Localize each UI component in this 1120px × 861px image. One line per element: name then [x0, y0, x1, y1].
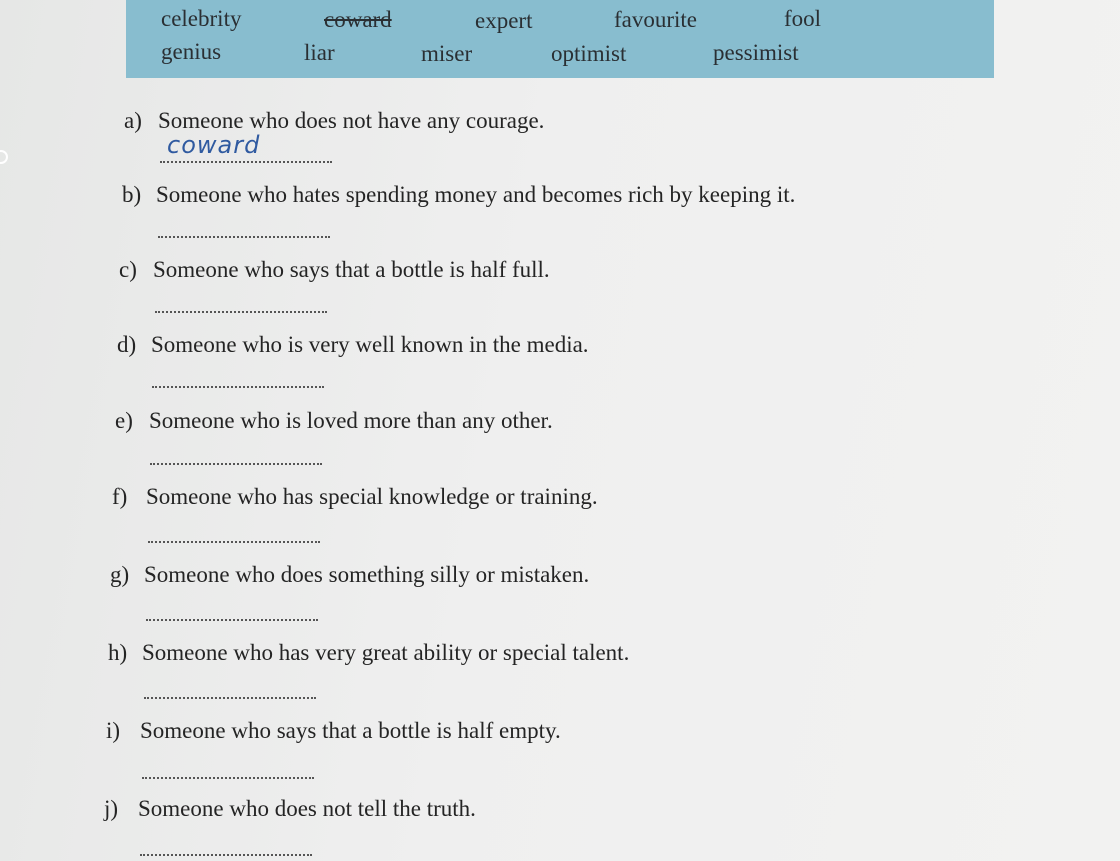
word-fool: fool: [784, 6, 822, 31]
question-letter: h): [108, 640, 128, 665]
word-liar: liar: [304, 40, 335, 65]
question-text: Someone who has very great ability or special talent.: [142, 640, 630, 665]
word-pessimist: pessimist: [713, 40, 799, 65]
question-letter: c): [119, 257, 137, 282]
answer-line-g[interactable]: [146, 619, 318, 621]
question-letter: e): [115, 408, 133, 433]
question-text: Someone who hates spending money and becomes rich by keeping it.: [156, 182, 796, 207]
word-celebrity: celebrity: [161, 6, 242, 31]
question-c: [119, 257, 550, 283]
question-text: Someone who does something silly or mistaken.: [144, 562, 590, 587]
question-letter: a): [124, 108, 142, 133]
word-miser: miser: [421, 41, 473, 66]
answer-line-e[interactable]: [150, 463, 322, 465]
word-optimist: optimist: [551, 41, 627, 66]
question-text: Someone who is loved more than any other.: [149, 408, 553, 433]
question-d: [117, 332, 589, 358]
question-j: [104, 796, 476, 822]
answer-line-f[interactable]: [148, 541, 320, 543]
question-e: [115, 408, 553, 434]
question-i: [106, 718, 561, 744]
question-text: Someone who says that a bottle is half empty.: [140, 718, 561, 743]
handwritten-answer-a: coward: [167, 131, 261, 159]
word-genius: genius: [161, 39, 222, 64]
question-g: [110, 562, 589, 588]
question-text: Someone who does not have any courage.: [158, 108, 545, 133]
answer-line-c[interactable]: [155, 311, 327, 313]
question-text: Someone who says that a bottle is half full.: [153, 257, 550, 282]
question-f: [112, 484, 598, 510]
word-favourite: favourite: [614, 7, 698, 32]
question-letter: d): [117, 332, 137, 357]
question-letter: g): [110, 562, 130, 587]
answer-line-b[interactable]: [158, 236, 330, 238]
answer-line-a[interactable]: [160, 161, 332, 163]
answer-line-d[interactable]: [152, 386, 324, 388]
question-text: Someone who does not tell the truth.: [138, 796, 476, 821]
word-box: [126, 0, 994, 78]
page-edge-mark: [0, 150, 8, 164]
question-letter: f): [112, 484, 128, 509]
question-letter: j): [104, 796, 119, 821]
question-text: Someone who is very well known in the media.: [151, 332, 589, 357]
answer-line-h[interactable]: [144, 697, 316, 699]
question-b: [122, 182, 795, 208]
answer-line-i[interactable]: [142, 777, 314, 779]
question-text: Someone who has special knowledge or training.: [146, 484, 598, 509]
question-letter: b): [122, 182, 142, 207]
word-expert: expert: [475, 8, 533, 33]
question-letter: i): [106, 718, 121, 743]
answer-line-j[interactable]: [140, 854, 312, 856]
question-h: [108, 640, 629, 666]
word-coward-crossed: coward: [324, 7, 392, 32]
